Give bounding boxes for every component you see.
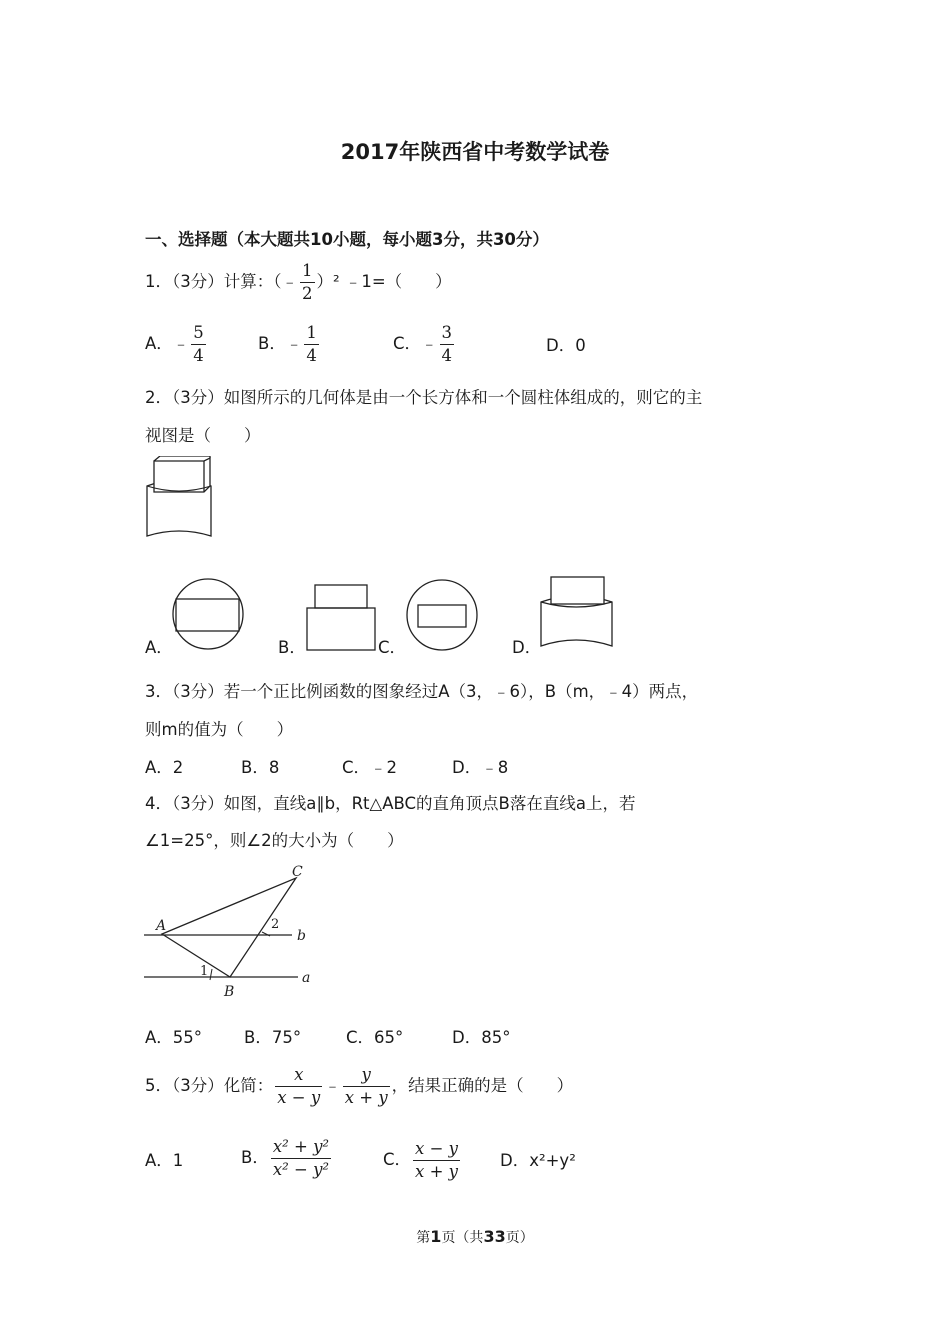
q2-option-d-label[interactable]: D． [512, 638, 542, 657]
q4-option-b[interactable]: B．75° [244, 1028, 302, 1047]
q2-option-d-figure[interactable] [538, 576, 618, 648]
page-title: 2017年陕西省中考数学试卷 [340, 140, 610, 164]
q2-solid-figure [142, 456, 222, 542]
q3-option-a[interactable]: A．2 [145, 758, 184, 777]
q2-option-c-figure[interactable] [404, 577, 480, 653]
q4-geometry-figure [140, 860, 330, 1002]
q3-option-b[interactable]: B．8 [241, 758, 280, 777]
q2-option-b-label[interactable]: B． [278, 638, 306, 657]
label-b: B [224, 984, 235, 1000]
q5-option-b[interactable]: B． $\frac{\text{x² + y²}}{\text{x² − y²}}$ [241, 1137, 329, 1180]
q4-option-d[interactable]: D．85° [452, 1028, 511, 1047]
page-total: 33 [483, 1227, 506, 1246]
q1-option-a[interactable]: A．﹣ $\frac{5}{4}$ [145, 323, 204, 366]
label-c: C [292, 864, 303, 880]
q1-option-b[interactable]: B．﹣ $\frac{1}{4}$ [258, 323, 317, 366]
q1-suffix: ）² ﹣1=（ ） [316, 272, 452, 292]
page-number: 1 [430, 1227, 442, 1246]
question-1 [145, 262, 452, 303]
q3-option-d[interactable]: D．﹣8 [452, 758, 509, 777]
q1-prefix: 1．（3分）计算：（﹣ [145, 272, 298, 292]
q5-option-c[interactable]: C． $\frac{x - y}{x + y}$ [383, 1139, 458, 1182]
q4-line-2: ∠1=25°，则∠2的大小为（ ） [145, 831, 404, 850]
q2-option-a-label[interactable]: A． [145, 638, 173, 657]
label-angle-1: 1 [200, 964, 209, 979]
q2-option-a-figure[interactable] [170, 576, 246, 652]
q5-option-a[interactable]: A．1 [145, 1151, 184, 1170]
label-a: A [156, 918, 167, 934]
q2-line-2: 视图是（ ） [145, 426, 261, 445]
q5-fraction-1: $\frac{x}{x - y}$ [277, 1065, 321, 1108]
q3-line-1: 3．（3分）若一个正比例函数的图象经过A（3，﹣6），B（m，﹣4）两点， [145, 682, 699, 701]
q2-option-c-label[interactable]: C． [378, 638, 407, 657]
q5-fraction-2: $\frac{y}{x + y}$ [344, 1065, 388, 1108]
q5-option-d[interactable]: D．x²+y² [500, 1151, 576, 1170]
q3-option-c[interactable]: C．﹣2 [342, 758, 398, 777]
label-angle-2: 2 [271, 917, 280, 932]
label-line-a: a [302, 970, 311, 986]
page-footer: 第1页（共33页） [416, 1227, 534, 1246]
q1-option-c[interactable]: C．﹣ $\frac{3}{4}$ [393, 323, 453, 366]
q1-option-d[interactable]: D．0 [546, 336, 586, 355]
question-5: 5．（3分）化简： $\frac{x}{x - y}$ ﹣ $\frac{y}{x + y}$ ，结果正确的是（ ） [145, 1065, 574, 1108]
q2-line-1: 2．（3分）如图所示的几何体是由一个长方体和一个圆柱体组成的，则它的主 [145, 388, 703, 407]
q3-line-2: 则m的值为（ ） [145, 720, 294, 739]
q4-line-1: 4．（3分）如图，直线a∥b，Rt△ABC的直角顶点B落在直线a上，若 [145, 794, 636, 813]
section-heading: 一、选择题（本大题共10小题，每小题3分，共30分） [145, 230, 549, 249]
q4-option-c[interactable]: C．65° [346, 1028, 404, 1047]
q1-fraction: $\frac{1}{2}$ [302, 261, 313, 304]
label-line-b: b [297, 928, 306, 944]
q2-option-b-figure[interactable] [305, 584, 377, 652]
q4-option-a[interactable]: A．55° [145, 1028, 203, 1047]
